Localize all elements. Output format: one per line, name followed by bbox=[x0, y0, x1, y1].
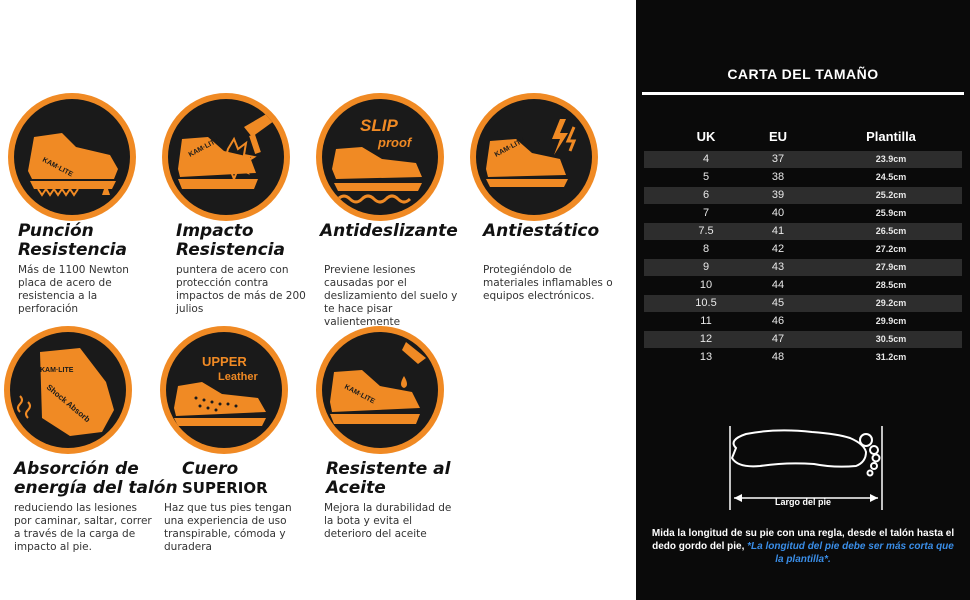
badge-text: KAM·LITE bbox=[41, 156, 74, 179]
cell-plantilla: 30.5cm bbox=[875, 334, 907, 344]
cell-plantilla: 24.5cm bbox=[875, 172, 907, 182]
cell-plantilla: 23.9cm bbox=[875, 154, 907, 164]
table-row bbox=[644, 169, 962, 186]
table-row bbox=[644, 151, 962, 168]
table-row bbox=[644, 205, 962, 222]
table-row bbox=[644, 241, 962, 258]
cell-eu: 44 bbox=[771, 279, 785, 291]
table-row bbox=[644, 349, 962, 366]
cell-eu: 47 bbox=[771, 333, 785, 345]
shock-absorb-icon bbox=[4, 326, 132, 454]
feature-title: Cuero SUPERIOR bbox=[182, 459, 268, 497]
feature-description: puntera de acero con protección contra impactos de más de 200 julios bbox=[176, 264, 306, 315]
foot-length-label: Largo del pie bbox=[774, 497, 831, 507]
cell-uk: 7 bbox=[702, 207, 710, 219]
badge-text: proof bbox=[378, 135, 412, 150]
feature-description: Haz que tus pies tengan una experiencia de uso transpirable, cómoda y duradera bbox=[164, 502, 292, 553]
cell-uk: 5 bbox=[702, 171, 710, 183]
divider bbox=[642, 92, 964, 95]
cell-eu: 40 bbox=[771, 207, 785, 219]
table-row bbox=[644, 277, 962, 294]
size-chart-panel bbox=[636, 0, 970, 600]
cell-uk: 7.5 bbox=[698, 225, 714, 237]
cell-uk: 8 bbox=[702, 243, 710, 255]
size-chart-title: CARTA DEL TAMAÑO bbox=[727, 66, 879, 82]
cell-eu: 45 bbox=[771, 297, 785, 309]
cell-eu: 43 bbox=[771, 261, 785, 273]
cell-uk: 9 bbox=[702, 261, 710, 273]
cell-uk: 6 bbox=[702, 189, 710, 201]
cell-eu: 39 bbox=[771, 189, 785, 201]
badge-text: SLIP bbox=[360, 116, 398, 135]
feature-description: Mejora la durabilidad de la bota y evita el deterioro del aceite bbox=[324, 502, 452, 540]
cell-plantilla: 29.2cm bbox=[875, 298, 907, 308]
badge-text: KAM·LITE bbox=[493, 136, 527, 159]
cell-uk: 13 bbox=[699, 351, 713, 363]
badge-text: KAM·LITE bbox=[40, 367, 74, 374]
oil-drop-icon bbox=[316, 326, 444, 454]
feature-description: reduciendo las lesiones por caminar, saltar, correr a través de la carga de impacto al pie. bbox=[14, 502, 152, 553]
cell-plantilla: 28.5cm bbox=[875, 280, 907, 290]
lightning-shoe-icon bbox=[470, 93, 598, 221]
feature-title: Punción Resistencia bbox=[18, 221, 127, 260]
badge-text: UPPER bbox=[202, 354, 247, 369]
header-uk: UK bbox=[696, 129, 716, 144]
cell-uk: 11 bbox=[700, 315, 712, 327]
cell-eu: 48 bbox=[771, 351, 785, 363]
cell-plantilla: 25.9cm bbox=[875, 208, 907, 218]
feature-title: Absorción de energía del talón bbox=[14, 459, 178, 498]
table-row bbox=[644, 295, 962, 312]
badge-text: KAM·LITE bbox=[187, 136, 221, 159]
feature-description: Protegiéndolo de materiales inflamables o equipos electrónicos. bbox=[483, 264, 613, 302]
feature-title: Antiestático bbox=[483, 221, 600, 241]
instruction-note: *La longitud del pie debe ser más corta que la plantilla*. bbox=[747, 541, 954, 565]
slip-proof-icon bbox=[316, 93, 444, 221]
table-row bbox=[644, 223, 962, 240]
badge-text: KAM·LITE bbox=[343, 383, 376, 406]
feature-title: Antideslizante bbox=[320, 221, 458, 241]
feature-description: Previene lesiones causadas por el deslizamiento del suelo y te hace pisar valientemente bbox=[324, 264, 458, 328]
table-row bbox=[644, 259, 962, 276]
upper-leather-icon bbox=[160, 326, 288, 454]
cell-plantilla: 27.9cm bbox=[875, 262, 907, 272]
shoe-nail-icon bbox=[8, 93, 136, 221]
measure-instruction: Mida la longitud de su pie con una regla, desde el talón hasta el dedo gordo del pie, *La longitud del pie debe ser más corta que la plantilla*. bbox=[651, 528, 955, 565]
cell-eu: 38 bbox=[771, 171, 785, 183]
feature-title: Resistente al Aceite bbox=[326, 459, 451, 498]
cell-uk: 10 bbox=[699, 279, 713, 291]
cell-uk: 12 bbox=[699, 333, 713, 345]
cell-plantilla: 25.2cm bbox=[875, 190, 907, 200]
header-eu: EU bbox=[768, 129, 788, 144]
feature-description: Más de 1100 Newton placa de acero de resistencia a la perforación bbox=[18, 264, 129, 315]
cell-eu: 41 bbox=[771, 225, 785, 237]
header-plantilla: Plantilla bbox=[866, 129, 916, 144]
table-row bbox=[644, 331, 962, 348]
cell-eu: 46 bbox=[771, 315, 785, 327]
cell-uk: 4 bbox=[702, 153, 710, 165]
cell-plantilla: 29.9cm bbox=[875, 316, 907, 326]
cell-eu: 37 bbox=[771, 153, 785, 165]
cell-eu: 42 bbox=[771, 243, 785, 255]
cell-plantilla: 31.2cm bbox=[875, 352, 907, 362]
table-row bbox=[644, 313, 962, 330]
badge-text: Leather bbox=[218, 371, 258, 383]
table-row bbox=[644, 187, 962, 204]
cell-plantilla: 27.2cm bbox=[875, 244, 907, 254]
cell-plantilla: 26.5cm bbox=[875, 226, 907, 236]
badge-text: Shock Absorb bbox=[44, 382, 92, 425]
feature-title: Impacto Resistencia bbox=[176, 221, 285, 260]
cell-uk: 10.5 bbox=[695, 297, 717, 309]
shoe-hammer-icon bbox=[162, 93, 290, 221]
